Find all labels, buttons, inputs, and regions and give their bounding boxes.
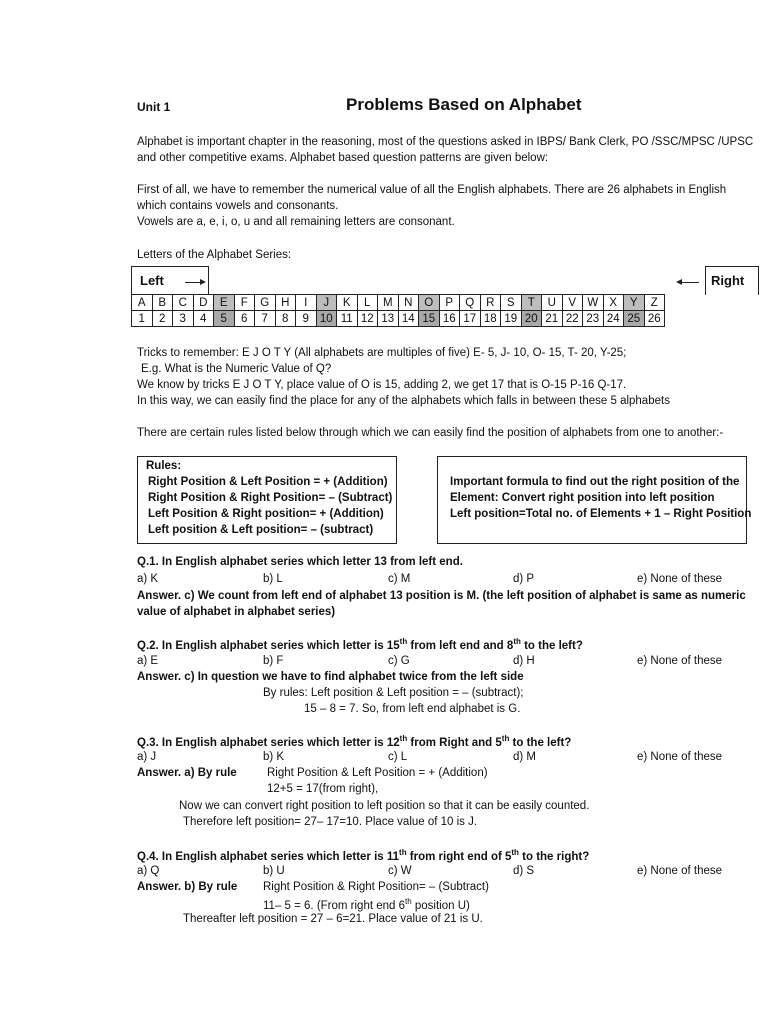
letter-cell: I	[296, 295, 317, 311]
q3-option-e: e) None of these	[637, 751, 723, 763]
numbers-row	[132, 311, 665, 327]
left-arrowhead-icon	[676, 279, 682, 285]
q4-answer-rule: Right Position & Right Position= – (Subtract)	[263, 881, 489, 893]
page-title: Problems Based on Alphabet	[346, 95, 582, 114]
letter-cell: P	[439, 295, 460, 311]
number-cell: 15	[419, 311, 440, 327]
q2-option-d: d) H	[513, 655, 535, 667]
letters-row	[132, 295, 665, 311]
letter-cell: Z	[644, 295, 665, 311]
tricks-line-5: There are certain rules listed below through which we can easily find the position of alphabets from one to another:-	[137, 427, 724, 439]
q2-option-b: b) F	[263, 655, 284, 667]
letter-cell: B	[152, 295, 173, 311]
rules-box	[137, 456, 397, 544]
letter-cell: T	[521, 295, 542, 311]
number-cell: 3	[173, 311, 194, 327]
q4-answer-label: Answer. b) By rule	[137, 881, 238, 893]
number-cell: 24	[603, 311, 624, 327]
number-cell: 2	[152, 311, 173, 327]
letter-cell: Y	[624, 295, 645, 311]
number-cell: 25	[624, 311, 645, 327]
letter-cell: A	[132, 295, 153, 311]
letter-cell: G	[255, 295, 276, 311]
unit-label: Unit 1	[137, 100, 171, 114]
left-label: Left	[140, 273, 164, 288]
formula-box	[437, 456, 752, 544]
series-title: Letters of the Alphabet Series:	[137, 249, 292, 261]
left-arrow-icon	[681, 282, 699, 283]
q4-answer-2: 11– 5 = 6. (From right end 6th position U)	[263, 897, 470, 912]
formula-line-1: Important formula to find out the right position of the	[450, 476, 740, 488]
letter-cell: D	[193, 295, 214, 311]
q3-answer-3: Now we can convert right position to left position so that it can be easily counted.	[179, 800, 590, 812]
number-cell: 6	[234, 311, 255, 327]
number-cell: 17	[460, 311, 481, 327]
q1-option-a: a) K	[137, 573, 159, 585]
q3-answer-rule: Right Position & Left Position = + (Addition)	[267, 767, 488, 779]
letter-cell: N	[398, 295, 419, 311]
intro-line-4: which contains vowels and consonants.	[137, 200, 339, 212]
formula-line-2: Element: Convert right position into left position	[450, 492, 715, 504]
number-cell: 19	[501, 311, 522, 327]
letter-cell: F	[234, 295, 255, 311]
letter-cell: E	[214, 295, 235, 311]
number-cell: 9	[296, 311, 317, 327]
formula-line-3: Left position=Total no. of Elements + 1 – Right Position	[450, 508, 752, 520]
q3-option-c: c) L	[388, 751, 408, 763]
q3-question: Q.3. In English alphabet series which letter is 12th from Right and 5th to the left?	[137, 734, 572, 749]
number-cell: 8	[275, 311, 296, 327]
q4-option-a: a) Q	[137, 865, 160, 877]
letter-cell: O	[419, 295, 440, 311]
right-label: Right	[711, 273, 745, 288]
q2-answer-1: Answer. c) In question we have to find alphabet twice from the left side	[137, 671, 524, 683]
q4-option-b: b) U	[263, 865, 285, 877]
letter-cell: M	[378, 295, 399, 311]
letter-cell: L	[357, 295, 378, 311]
q3-option-a: a) J	[137, 751, 157, 763]
q2-option-e: e) None of these	[637, 655, 723, 667]
number-cell: 16	[439, 311, 460, 327]
letter-cell: X	[603, 295, 624, 311]
q2-answer-2: By rules: Left position & Left position = – (subtract);	[263, 687, 524, 699]
alphabet-table	[131, 294, 665, 327]
q1-option-b: b) L	[263, 573, 283, 585]
letter-cell: R	[480, 295, 501, 311]
q4-option-e: e) None of these	[637, 865, 723, 877]
intro-line-3: First of all, we have to remember the numerical value of all the English alphabets. There are 26 alphabets in English	[137, 184, 727, 196]
number-cell: 10	[316, 311, 337, 327]
left-header-box	[131, 266, 209, 295]
tricks-line-2: E.g. What is the Numeric Value of Q?	[141, 363, 332, 375]
right-header-box	[705, 266, 759, 295]
q4-answer-3: Thereafter left position = 27 – 6=21. Place value of 21 is U.	[183, 913, 483, 925]
letter-cell: W	[583, 295, 604, 311]
tricks-line-3: We know by tricks E J O T Y, place value of O is 15, adding 2, we get 17 that is O-15 P-16 Q-17.	[137, 379, 627, 391]
intro-line-5: Vowels are a, e, i, o, u and all remaining letters are consonant.	[137, 216, 455, 228]
q3-answer-4: Therefore left position= 27– 17=10. Place value of 10 is J.	[183, 816, 478, 828]
rule-2: Right Position & Right Position= – (Subtract)	[148, 492, 393, 504]
letter-cell: V	[562, 295, 583, 311]
q1-question: Q.1. In English alphabet series which letter 13 from left end.	[137, 556, 463, 568]
q1-option-e: e) None of these	[637, 573, 723, 585]
q1-answer-1: Answer. c) We count from left end of alphabet 13 position is M. (the left position of alphabet is same as numeric	[137, 590, 746, 602]
letter-cell: U	[542, 295, 563, 311]
letter-cell: S	[501, 295, 522, 311]
letter-cell: K	[337, 295, 358, 311]
q3-option-d: d) M	[513, 751, 536, 763]
q4-option-d: d) S	[513, 865, 535, 877]
right-arrowhead-icon	[200, 279, 206, 285]
q2-option-c: c) G	[388, 655, 410, 667]
tricks-line-1: Tricks to remember: E J O T Y (All alphabets are multiples of five) E- 5, J- 10, O- 15, T- 20, Y-25;	[137, 347, 627, 359]
number-cell: 20	[521, 311, 542, 327]
number-cell: 12	[357, 311, 378, 327]
q4-option-c: c) W	[388, 865, 412, 877]
q2-answer-3: 15 – 8 = 7. So, from left end alphabet is G.	[304, 703, 521, 715]
tricks-line-4: In this way, we can easily find the place for any of the alphabets which falls in between these 5 alphabets	[137, 395, 670, 407]
rule-4: Left position & Left position= – (subtract)	[148, 524, 374, 536]
q1-answer-2: value of alphabet in alphabet series)	[137, 606, 336, 618]
q4-question: Q.4. In English alphabet series which letter is 11th from right end of 5th to the right?	[137, 848, 590, 863]
rule-3: Left Position & Right position= + (Addition)	[148, 508, 384, 520]
number-cell: 5	[214, 311, 235, 327]
q2-option-a: a) E	[137, 655, 159, 667]
number-cell: 23	[583, 311, 604, 327]
letter-cell: J	[316, 295, 337, 311]
q1-option-c: c) M	[388, 573, 411, 585]
number-cell: 1	[132, 311, 153, 327]
number-cell: 26	[644, 311, 665, 327]
number-cell: 21	[542, 311, 563, 327]
intro-line-2: and other competitive exams. Alphabet based question patterns are given below:	[137, 152, 549, 164]
number-cell: 7	[255, 311, 276, 327]
letter-cell: C	[173, 295, 194, 311]
intro-line-1: Alphabet is important chapter in the reasoning, most of the questions asked in IBPS/ Bank Clerk, PO /SSC/MPSC /UPSC	[137, 136, 754, 148]
q2-question: Q.2. In English alphabet series which letter is 15th from left end and 8th to the left?	[137, 637, 583, 652]
number-cell: 11	[337, 311, 358, 327]
q3-option-b: b) K	[263, 751, 285, 763]
letter-cell: H	[275, 295, 296, 311]
number-cell: 4	[193, 311, 214, 327]
letter-cell: Q	[460, 295, 481, 311]
q3-answer-2: 12+5 = 17(from right),	[267, 783, 379, 795]
number-cell: 18	[480, 311, 501, 327]
rules-heading: Rules:	[146, 460, 182, 472]
q1-option-d: d) P	[513, 573, 535, 585]
number-cell: 13	[378, 311, 399, 327]
number-cell: 14	[398, 311, 419, 327]
rule-1: Right Position & Left Position = + (Addition)	[148, 476, 388, 488]
q3-answer-label: Answer. a) By rule	[137, 767, 237, 779]
number-cell: 22	[562, 311, 583, 327]
